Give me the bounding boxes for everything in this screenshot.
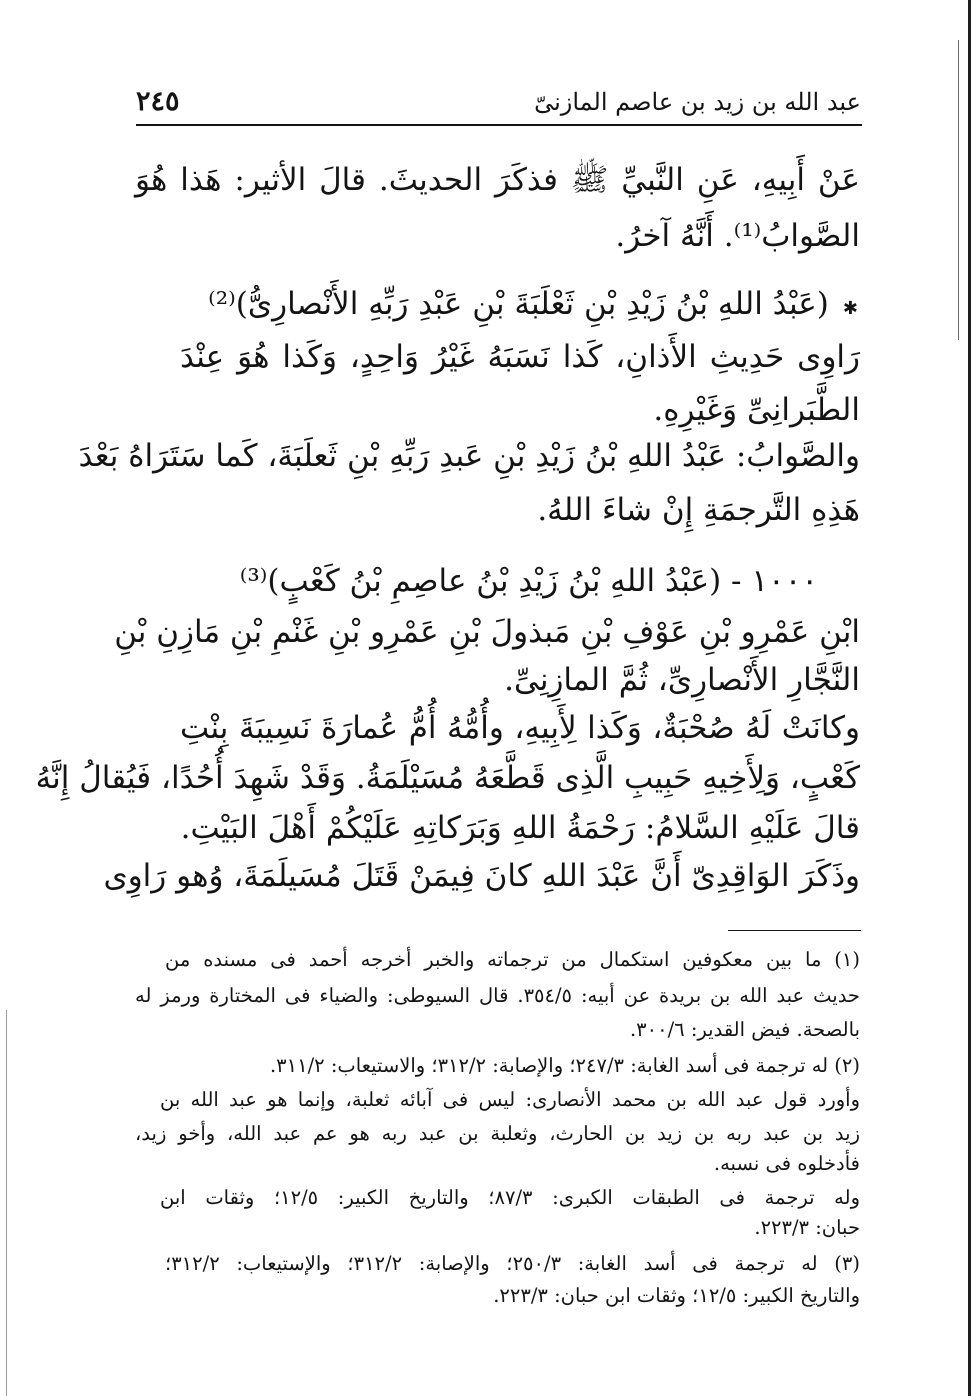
entry-heading	[208, 284, 858, 329]
footnote-line: زيد بن عبد ربه بن زيد بن الحارث، وثعلبة بن عبد ربه هو عم عبد الله، وأخو زيد،	[135, 1122, 860, 1145]
body-line: الصَّوابُ⁽¹⁾. أَنَّهُ آخرُ.	[615, 218, 860, 254]
page-number: ٢٤٥	[136, 86, 180, 117]
footnote-line: (٢) له ترجمة فى أسد الغابة: ٢٤٧/٣؛ والإصابة: ٣١٢/٢؛ والاستيعاب: ٣١١/٢.	[269, 1054, 860, 1077]
entry-heading-1000: ١٠٠٠ - (عَبْدُ اللهِ بْنُ زَيْدِ بْنُ عاصِمِ بْنُ كَعْبٍ)⁽³⁾	[239, 563, 818, 599]
page-edge	[968, 0, 971, 1396]
body-line: الطَّبَرانِىِّ وَغَيْرِهِ.	[653, 392, 860, 428]
body-line: قالَ عَلَيْهِ السَّلامُ: رَحْمَةُ اللهِ وَبَرَكاتِهِ عَلَيْكُمْ أَهْلَ البَيْتِ.	[180, 810, 860, 846]
footnote-line: حديث عبد الله بن بريدة عن أبيه: ٣٥٤/٥. قال السيوطى: والضياء فى المختارة ورمز له	[135, 984, 860, 1007]
footnote-line: وأورد قول عبد الله بن محمد الأنصارى: ليس فى آبائه ثعلبة، وإنما هو عبد الله بن	[160, 1088, 860, 1111]
entry-heading-text: (عَبْدُ اللهِ بْنُ زَيْدِ بْنِ ثَعْلَبَةَ بْنِ عَبْدِ رَبِّهِ الأَنْصارِىُّ)⁽²⁾	[208, 286, 829, 322]
body-line: هَذِهِ التَّرجمَةِ إِنْ شاءَ اللهُ.	[537, 492, 860, 528]
body-line: كَعْبٍ، وَلِأَخِيهِ حَبِيبِ الَّذِى قَطَّعَهُ مُسَيْلَمَةُ. وَقَدْ شَهِدَ أُحُدًا، فَيُقالُ إِنَّهُ	[35, 760, 860, 796]
body-line: عَنْ أَبِيهِ، عَنِ النَّبيِّ ﷺ فذكَرَ الحديثَ. قالَ الأثير: هَذا هُوَ	[135, 162, 860, 198]
page-edge	[958, 40, 959, 340]
running-header	[136, 88, 861, 126]
body-line: وكانَتْ لَهُ صُحْبَةٌ، وَكَذا لِأَبِيهِ، وأُمُّهُ أُمُّ عُمارَةَ نَسِيبَةَ بِنْتِ	[180, 710, 860, 746]
running-header-title: عبد الله بن زيد بن عاصم المازنىّ	[534, 88, 861, 116]
entry-star-icon: ✱	[842, 298, 858, 319]
footnote-line: (١) ما بين معكوفين استكمال من ترجماته والخبر أخرجه أحمد فى مسنده من	[165, 948, 860, 971]
page-edge	[6, 1010, 7, 1396]
footnote-line: (٣) له ترجمة فى أسد الغابة: ٢٥٠/٣؛ والإصابة: ٣١٢/٢؛ والإستيعاب: ٣١٢/٢؛	[165, 1252, 861, 1275]
body-line: رَاوِى حَدِيثِ الأَذانِ، كَذا نَسَبَهُ غَيْرُ وَاحِدٍ، وَكَذا هُوَ عِنْدَ	[180, 339, 860, 375]
body-line: ابْنِ عَمْرِو بْنِ عَوْفِ بْنِ مَبذولَ بْنِ عَمْرِو بْنِ غَنْمِ بْنِ مَازِنِ بْنِ	[114, 614, 860, 650]
header-rule	[136, 124, 862, 126]
footnote-line: والتاريخ الكبير: ١٢/٥؛ وثقات ابن حبان: ٢٢٣/٣.	[493, 1284, 860, 1307]
footnote-line: حبان: ٢٢٣/٣.	[754, 1216, 860, 1239]
footnote-line: وله ترجمة فى الطبقات الكبرى: ٨٧/٣؛ والتاريخ الكبير: ١٢/٥؛ وثقات ابن	[160, 1186, 860, 1209]
body-line: وذَكَرَ الوَاقِدِىّ أَنَّ عَبْدَ اللهِ كانَ فِيمَنْ قَتَلَ مُسَيلَمَةَ، وُهو رَاوِى	[103, 858, 860, 894]
body-line: والصَّوابُ: عَبْدُ اللهِ بْنُ زَيْدِ بْنِ عَبدِ رَبِّهِ بْنِ ثَعلَبَةَ، كَما سَتَرَاهُ بَعْدَ	[78, 438, 860, 474]
footnote-line: فأدخلوه فى نسبه.	[713, 1152, 860, 1175]
body-line: النَّجَّارِ الأَنْصارِىِّ، ثُمَّ المازِنِىِّ.	[504, 662, 860, 698]
footnote-rule	[728, 930, 861, 931]
footnote-line: بالصحة. فيض القدير: ٣٠٠/٦.	[629, 1018, 860, 1041]
